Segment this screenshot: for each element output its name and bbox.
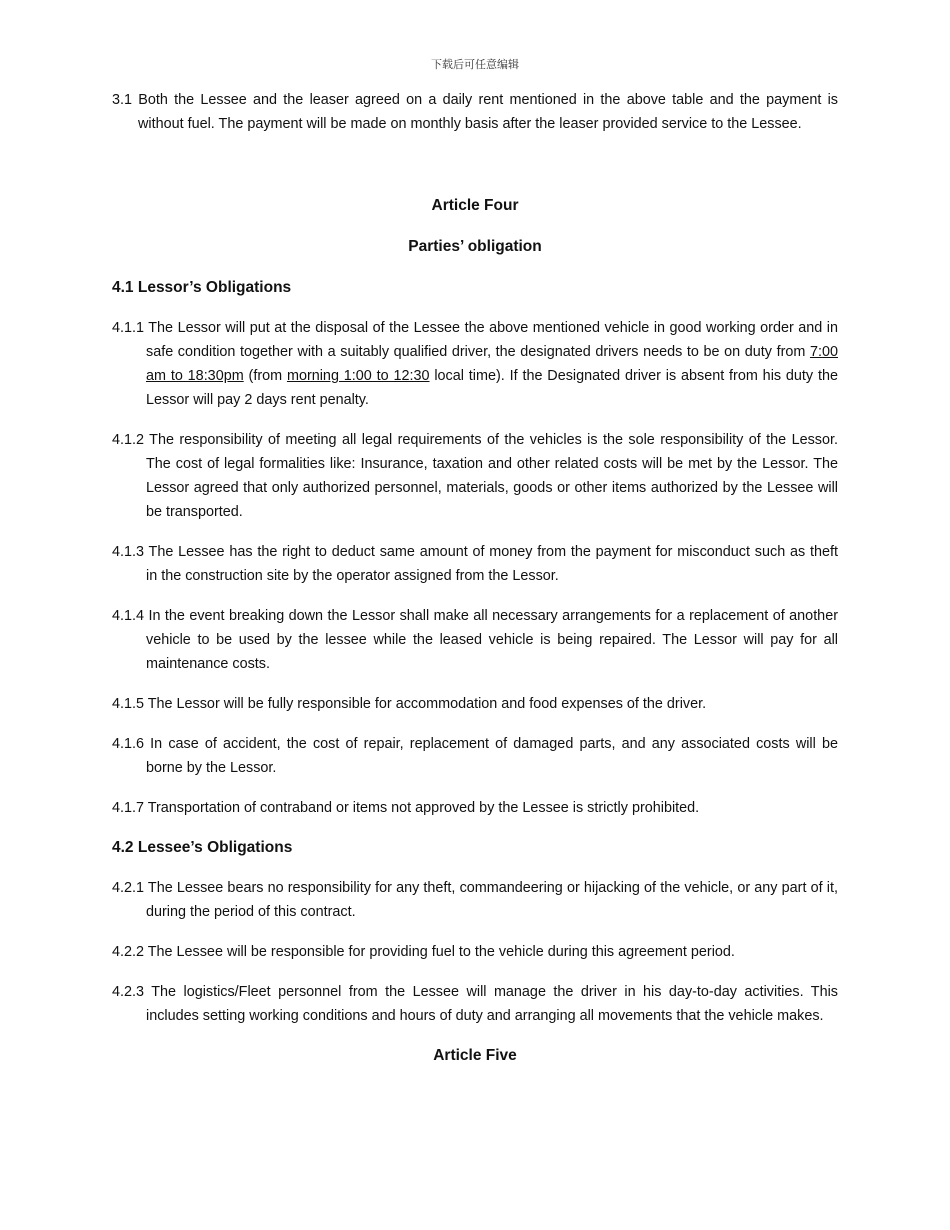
lessor-obligations-heading: 4.1 Lessor’s Obligations: [112, 279, 292, 296]
clause-3-1: 3.1 Both the Lessee and the leaser agreed on a daily rent mentioned in the above table and the payment is without fuel. The payment will be made on monthly basis after the leaser provided service to the Lessee.: [112, 92, 838, 132]
clause-4-1-7: 4.1.7 Transportation of contraband or items not approved by the Lessee is strictly prohibited.: [112, 800, 700, 816]
clause-4-1-1-middle: (from: [243, 368, 287, 384]
article-five-title: Article Five: [433, 1047, 517, 1064]
clause-4-2-3: 4.2.3 The logistics/Fleet personnel from the Lessee will manage the driver in his day-to-day activities. This includes setting working conditions and hours of duty and arranging all movements that the vehicle makes.: [112, 984, 838, 1024]
duty-hours: 7:00 am to 18:30pm: [146, 344, 838, 384]
header-note: 下载后可任意编辑: [431, 58, 519, 71]
clause-4-2-2: 4.2.2 The Lessee will be responsible for providing fuel to the vehicle during this agreement period.: [112, 944, 735, 960]
clause-4-2-1: 4.2.1 The Lessee bears no responsibility for any theft, commandeering or hijacking of the vehicle, or any part of it, during the period of this contract.: [112, 880, 838, 920]
document-body: [112, 88, 838, 1068]
clause-4-1-5: 4.1.5 The Lessor will be fully responsible for accommodation and food expenses of the driver.: [112, 696, 707, 712]
clause-4-1-1-before: 4.1.1 The Lessor will put at the disposal of the Lessee the above mentioned vehicle in good working order and in safe condition together with a suitably qualified driver, the designated drivers needs to be on duty from: [112, 320, 838, 360]
article-four-title: Article Four: [431, 197, 519, 214]
clause-4-1-1: [112, 316, 838, 412]
local-duty-hours: morning 1:00 to 12:30: [286, 368, 430, 384]
clause-4-1-4: 4.1.4 In the event breaking down the Lessor shall make all necessary arrangements for a replacement of another vehicle to be used by the lessee while the leased vehicle is being repaired. The Lessor will pay for all maintenance costs.: [112, 608, 838, 672]
lessee-obligations-heading: 4.2 Lessee’s Obligations: [112, 839, 293, 856]
clause-4-1-3: 4.1.3 The Lessee has the right to deduct same amount of money from the payment for misconduct such as theft in the construction site by the operator assigned from the Lessor.: [112, 544, 838, 584]
spacer: [112, 136, 838, 194]
clause-4-1-6: 4.1.6 In case of accident, the cost of repair, replacement of damaged parts, and any associated costs will be borne by the Lessor.: [112, 736, 838, 776]
clause-4-1-1-after: local time). If the Designated driver is absent from his duty the Lessor will pay 2 days rent penalty.: [146, 368, 838, 408]
article-four-subtitle: Parties’ obligation: [408, 238, 542, 255]
clause-4-1-2: 4.1.2 The responsibility of meeting all legal requirements of the vehicles is the sole responsibility of the Lessor. The cost of legal formalities like: Insurance, taxation and other related costs will be met by the Lessor. The Lessor agreed that only authorized personnel, materials, goods or other items authorized by the Lessee will be transported.: [112, 432, 838, 520]
